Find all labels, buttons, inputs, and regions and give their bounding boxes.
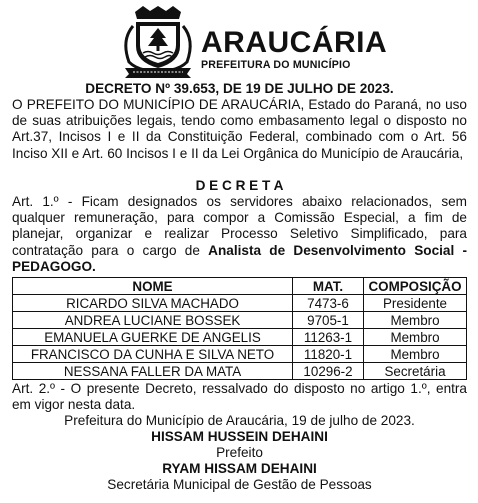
header	[0, 6, 478, 78]
decreta-heading: D E C R E T A	[195, 178, 284, 193]
secretary-name: RYAM HISSAM DEHAINI	[162, 461, 317, 476]
article-1	[12, 194, 467, 275]
table-row	[13, 346, 467, 363]
member-mat: 11263-1	[293, 329, 364, 346]
member-role: Membro	[364, 346, 467, 363]
member-role: Secretária	[364, 363, 467, 380]
brand	[201, 28, 387, 71]
column-header-mat: MAT.	[293, 278, 364, 295]
brand-title: ARAUCÁRIA	[201, 26, 388, 59]
member-name: FRANCISCO DA CUNHA E SILVA NETO	[13, 346, 293, 363]
commission-table	[12, 277, 467, 380]
article-2: Art. 2.º - O presente Decreto, ressalvado do disposto no artigo 1.º, entra em vigor nesta data.	[12, 381, 467, 413]
table-row	[13, 329, 467, 346]
secretary-title: Secretária Municipal de Gestão de Pessoas	[107, 477, 372, 492]
table-header-row	[13, 278, 467, 295]
decree-title: DECRETO Nº 39.653, DE 19 DE JULHO DE 2023.	[85, 81, 394, 96]
municipal-coat-of-arms-icon	[117, 6, 199, 78]
column-header-name: NOME	[13, 278, 293, 295]
member-name: RICARDO SILVA MACHADO	[13, 295, 293, 312]
member-mat: 11820-1	[293, 346, 364, 363]
table-row	[13, 363, 467, 380]
table-row	[13, 295, 467, 312]
member-name: EMANUELA GUERKE DE ANGELIS	[13, 329, 293, 346]
brand-subtitle: PREFEITURA DO MUNICÍPIO	[201, 59, 351, 71]
preamble: O PREFEITO DO MUNICÍPIO DE ARAUCÁRIA, Estado do Paraná, no uso de suas atribuições legais, tendo como embasamento legal o disposto no Art.37, Incisos I e II da Constituição Federal, combinado com o Art. 56 Inciso XII e Art. 60 Incisos I e II da Lei Orgânica do Município de Araucária,	[12, 97, 467, 161]
table-row	[13, 312, 467, 329]
member-name: ANDREA LUCIANE BOSSEK	[13, 312, 293, 329]
article-1-text: Art. 1.º - Ficam designados os servidores abaixo relacionados, sem qualquer remuneração, para compor a Comissão Especial, a fim de planejar, organizar e realizar Processo Seletivo Simplificado, para contratação para o cargo de	[12, 194, 467, 258]
member-mat: 7473-6	[293, 295, 364, 312]
place-date: Prefeitura do Município de Araucária, 19 de julho de 2023.	[64, 413, 415, 428]
mayor-name: HISSAM HUSSEIN DEHAINI	[151, 429, 328, 444]
column-header-composition: COMPOSIÇÃO	[364, 278, 467, 295]
member-mat: 10296-2	[293, 363, 364, 380]
member-name: NESSANA FALLER DA MATA	[13, 363, 293, 380]
member-mat: 9705-1	[293, 312, 364, 329]
member-role: Membro	[364, 329, 467, 346]
mayor-title: Prefeito	[216, 445, 263, 460]
member-role: Membro	[364, 312, 467, 329]
member-role: Presidente	[364, 295, 467, 312]
article-1-position: Analista de Desenvolvimento Social - PEDAGOGO.	[12, 242, 468, 274]
